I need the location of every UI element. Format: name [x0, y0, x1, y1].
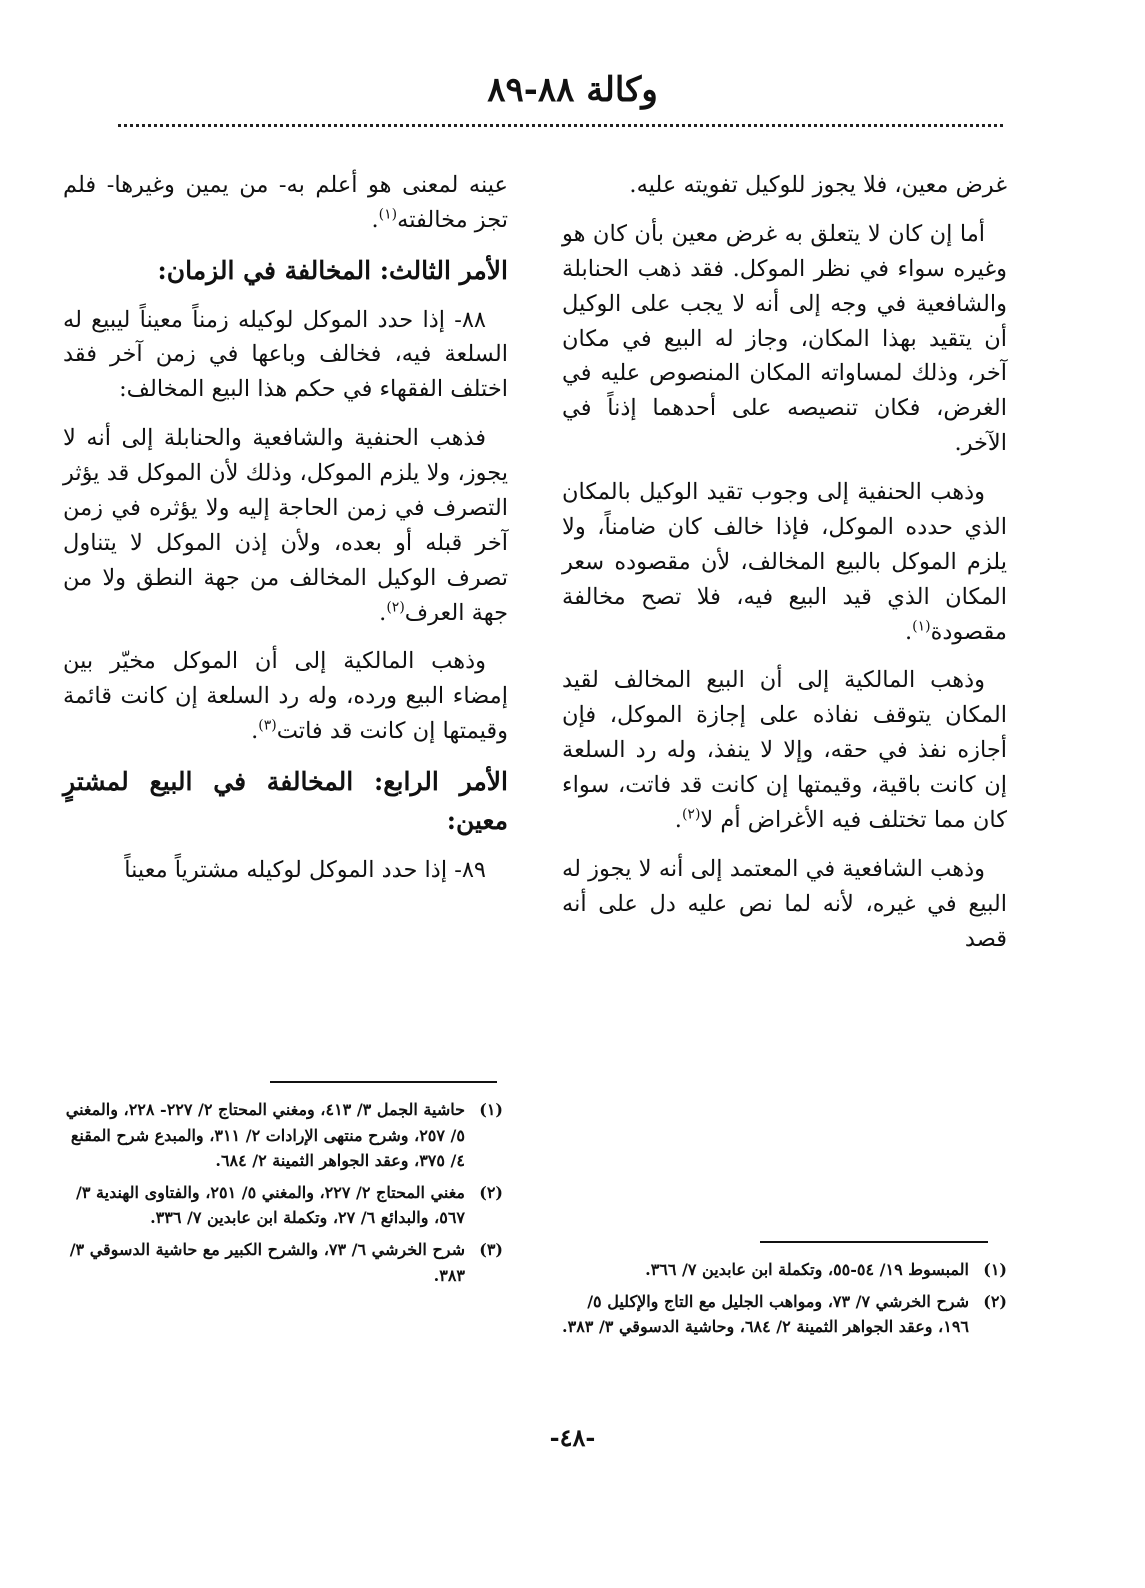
paragraph	[562, 852, 1007, 957]
footnote-item	[58, 1237, 503, 1288]
paragraph-text: وذهب المالكية إلى أن الموكل مخيّر بين إمضاء البيع ورده، وله رد السلعة إن كانت قائمة وقيمتها إن كانت قد فاتت	[63, 648, 508, 745]
right-column	[562, 168, 1007, 970]
footnote-text: شرح الخرشي ٦/ ٧٣، والشرح الكبير مع حاشية الدسوقي ٣/ ٣٨٣.	[69, 1239, 465, 1285]
paragraph-text: وذهب المالكية إلى أن البيع المخالف لقيد المكان يتوقف نفاذه على إجازة الموكل، فإن أجازه نفذ في حقه، وإلا لا ينفذ، وله رد السلعة إن كانت باقية، وقيمتها إن كانت قد فاتت، سواء كان مما تختلف فيه الأغراض أم لا	[562, 667, 1007, 833]
footnote-number: (١)	[479, 1100, 503, 1119]
left-column	[63, 168, 508, 901]
footnote-text: شرح الخرشي ٧/ ٧٣، ومواهب الجليل مع التاج والإكليل ٥/ ١٩٦، وعقد الجواهر الثمينة ٢/ ٦٨٤، وحاشية الدسوقي ٣/ ٣٨٣.	[562, 1291, 969, 1337]
paragraph-text: أما إن كان لا يتعلق به غرض معين بأن كان هو وغيره سواء في نظر الموكل. فقد ذهب الحنابلة والشافعية في وجه إلى أنه لا يجب على الوكيل أن يتقيد بهذا المكان، وجاز له البيع في مكان آخر، وذلك لمساواته المكان المنصوص عليه في الغرض، فكان تنصيصه على أحدهما إذناً في الآخر.	[562, 220, 1007, 457]
paragraph	[63, 168, 508, 238]
footnotes-left	[58, 1097, 503, 1294]
paragraph	[63, 644, 508, 749]
footnote-ref: (٣)	[258, 717, 277, 734]
paragraph-text: .	[674, 806, 682, 833]
footnote-number: (٢)	[983, 1291, 1007, 1311]
paragraph-text: عينه لمعنى هو أعلم به- من يمين وغيرها- فلم تجز مخالفته	[63, 172, 508, 233]
paragraph	[562, 217, 1007, 461]
page-header-title: وكالة ٨٨-٨٩	[487, 70, 658, 110]
footnotes-right	[562, 1257, 1007, 1346]
paragraph	[562, 475, 1007, 649]
footnote-item	[58, 1097, 503, 1174]
footnote-text: حاشية الجمل ٣/ ٤١٣، ومغني المحتاج ٢/ ٢٢٧- ٢٢٨، والمغني ٥/ ٢٥٧، وشرح منتهى الإرادات ٢/ ٣١١، والمبدع شرح المقنع ٤/ ٣٧٥، وعقد الجواهر الثمينة ٢/ ٦٨٤.	[65, 1100, 465, 1171]
paragraph-text: ٨٨- إذا حدد الموكل لوكيله زمناً معيناً ليبيع له السلعة فيه، فخالف وباعها في زمن آخر فقد اختلف الفقهاء في حكم هذا البيع المخالف:	[63, 306, 508, 403]
page-number: -٤٨-	[549, 1423, 596, 1452]
footnote-ref: (٢)	[681, 806, 701, 823]
footnote-item	[58, 1180, 503, 1231]
footnote-text: المبسوط ١٩/ ٥٤-٥٥، وتكملة ابن عابدين ٧/ ٣٦٦.	[645, 1260, 969, 1279]
paragraph-text: غرض معين، فلا يجوز للوكيل تفويته عليه.	[629, 172, 1007, 198]
section-heading: الأمر الرابع: المخالفة في البيع لمشترٍ معين:	[63, 767, 508, 835]
paragraph-text: .	[251, 718, 259, 745]
footnote-number: (٣)	[479, 1239, 503, 1259]
footnote-separator	[270, 1081, 497, 1083]
paragraph-text: وذهب الشافعية في المعتمد إلى أنه لا يجوز له البيع في غيره، لأنه لما نص عليه دل على أنه قصد	[562, 855, 1007, 952]
paragraph-text: فذهب الحنفية والشافعية والحنابلة إلى أنه لا يجوز، ولا يلزم الموكل، وذلك لأن الموكل قد يؤثر التصرف في زمن الحاجة إليه ولا يؤثره في زمن آخر قبله أو بعده، ولأن إذن الموكل لا يتناول تصرف الوكيل المخالف من جهة النطق ولا من جهة العرف	[63, 425, 508, 626]
paragraph-text: ٨٩- إذا حدد الموكل لوكيله مشترياً معيناً	[124, 856, 486, 883]
footnote-item	[562, 1257, 1007, 1283]
footnote-ref: (١)	[912, 618, 931, 634]
paragraph-text: .	[371, 206, 379, 233]
footnote-number: (١)	[983, 1260, 1007, 1279]
paragraph-text: .	[379, 599, 387, 626]
paragraph-text: .	[904, 618, 913, 645]
footnote-item	[562, 1289, 1007, 1340]
paragraph	[63, 853, 508, 888]
footnote-ref: (٢)	[386, 599, 405, 615]
footnote-number: (٢)	[479, 1182, 503, 1202]
paragraph	[562, 663, 1007, 837]
paragraph-text: وذهب الحنفية إلى وجوب تقيد الوكيل بالمكان الذي حدده الموكل، فإذا خالف كان ضامناً، ولا يلزم الموكل بالبيع المخالف، لأن مقصوده سعر المكان الذي قيد البيع فيه، فلا تصح مخالفة مقصودة	[562, 479, 1007, 645]
footnote-ref: (١)	[378, 206, 398, 223]
paragraph	[63, 303, 508, 408]
paragraph	[562, 168, 1007, 203]
footnote-text: مغني المحتاج ٢/ ٢٢٧، والمغني ٥/ ٢٥١، والفتاوى الهندية ٣/ ٥٦٧، والبدائع ٦/ ٢٧، وتكملة ابن عابدين ٧/ ٣٣٦.	[76, 1182, 465, 1228]
paragraph	[63, 421, 508, 630]
section-heading: الأمر الثالث: المخالفة في الزمان:	[157, 255, 508, 285]
footnote-separator	[760, 1241, 988, 1243]
header-dotted-rule	[118, 124, 1003, 127]
